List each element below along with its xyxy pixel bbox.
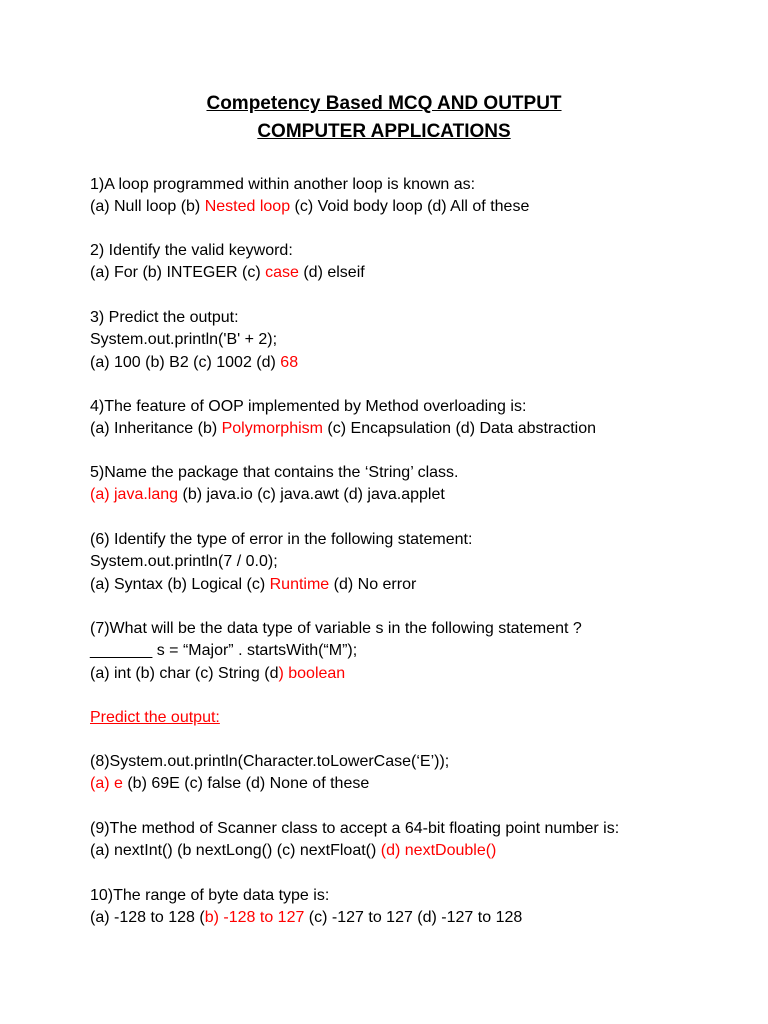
question-6-option-prefix: (a) Syntax (b) Logical (c) <box>90 576 270 593</box>
question-5-text: 5)Name the package that contains the ‘String’ class. <box>90 464 459 481</box>
question-3-code: System.out.println('B' + 2); <box>90 331 278 348</box>
question-8-options <box>90 774 369 794</box>
question-9-options <box>90 841 496 861</box>
question-1-option-rest: (c) Void body loop (d) All of these <box>290 198 530 215</box>
question-3-answer: 68 <box>280 354 299 371</box>
question-4-answer: Polymorphism <box>221 420 323 437</box>
question-7-code: _______ s = “Major” . startsWith(“M”); <box>90 642 358 659</box>
question-9-option-prefix: (a) nextInt() (b nextLong() (c) nextFloat() <box>90 842 381 859</box>
question-10-text: 10)The range of byte data type is: <box>90 887 330 904</box>
question-10-option-prefix: (a) -128 to 128 ( <box>90 909 205 926</box>
question-6-option-rest: (d) No error <box>329 576 417 593</box>
question-2-options <box>90 263 365 283</box>
question-6-options <box>90 575 416 595</box>
question-5-answer: a) java.lang <box>95 486 179 503</box>
question-7-option-prefix: (a) int (b) char (c) String (d <box>90 665 279 682</box>
question-1-options <box>90 197 529 217</box>
question-10-answer: b) -128 to 127 <box>204 909 305 926</box>
question-6-text: (6) Identify the type of error in the following statement: <box>90 531 473 548</box>
question-8-option-rest: (b) 69E (c) false (d) None of these <box>122 775 370 792</box>
question-2-text: 2) Identify the valid keyword: <box>90 242 293 259</box>
question-9-answer: (d) nextDouble() <box>380 842 497 859</box>
question-4-options <box>90 419 596 439</box>
question-10-option-rest: (c) -127 to 127 (d) -127 to 128 <box>304 909 523 926</box>
question-5-option-prefix: ( <box>90 486 96 503</box>
question-3-options <box>90 353 298 373</box>
question-10-options <box>90 908 522 928</box>
question-8-answer: (a) e <box>90 775 123 792</box>
question-3-text: 3) Predict the output: <box>90 309 239 326</box>
question-5-options <box>90 485 445 505</box>
question-2-option-prefix: (a) For (b) INTEGER (c) <box>90 264 266 281</box>
question-1-answer: Nested loop <box>204 198 291 215</box>
question-7-text: (7)What will be the data type of variable s in the following statement ? <box>90 620 582 637</box>
question-5-option-rest: (b) java.io (c) java.awt (d) java.applet <box>178 486 445 503</box>
question-2-answer: case <box>265 264 299 281</box>
question-3-option-prefix: (a) 100 (b) B2 (c) 1002 (d) <box>90 354 281 371</box>
question-1-option-prefix: (a) Null loop (b) <box>90 198 205 215</box>
page-title-line-1: Competency Based MCQ AND OUTPUT <box>206 93 562 114</box>
question-7-answer: ) boolean <box>278 665 346 682</box>
question-2-option-rest: (d) elseif <box>298 264 365 281</box>
page-title-line-2: COMPUTER APPLICATIONS <box>257 121 511 142</box>
question-8-code: (8)System.out.println(Character.toLowerCase(‘E’)); <box>90 753 450 770</box>
question-6-answer: Runtime <box>269 576 330 593</box>
question-4-option-prefix: (a) Inheritance (b) <box>90 420 222 437</box>
section-heading: Predict the output: <box>90 709 220 726</box>
question-1-text: 1)A loop programmed within another loop is known as: <box>90 176 476 193</box>
question-7-options <box>90 664 345 684</box>
question-9-text: (9)The method of Scanner class to accept a 64-bit floating point number is: <box>90 820 620 837</box>
question-4-text: 4)The feature of OOP implemented by Method overloading is: <box>90 398 527 415</box>
question-6-code: System.out.println(7 / 0.0); <box>90 553 278 570</box>
question-4-option-rest: (c) Encapsulation (d) Data abstraction <box>322 420 596 437</box>
